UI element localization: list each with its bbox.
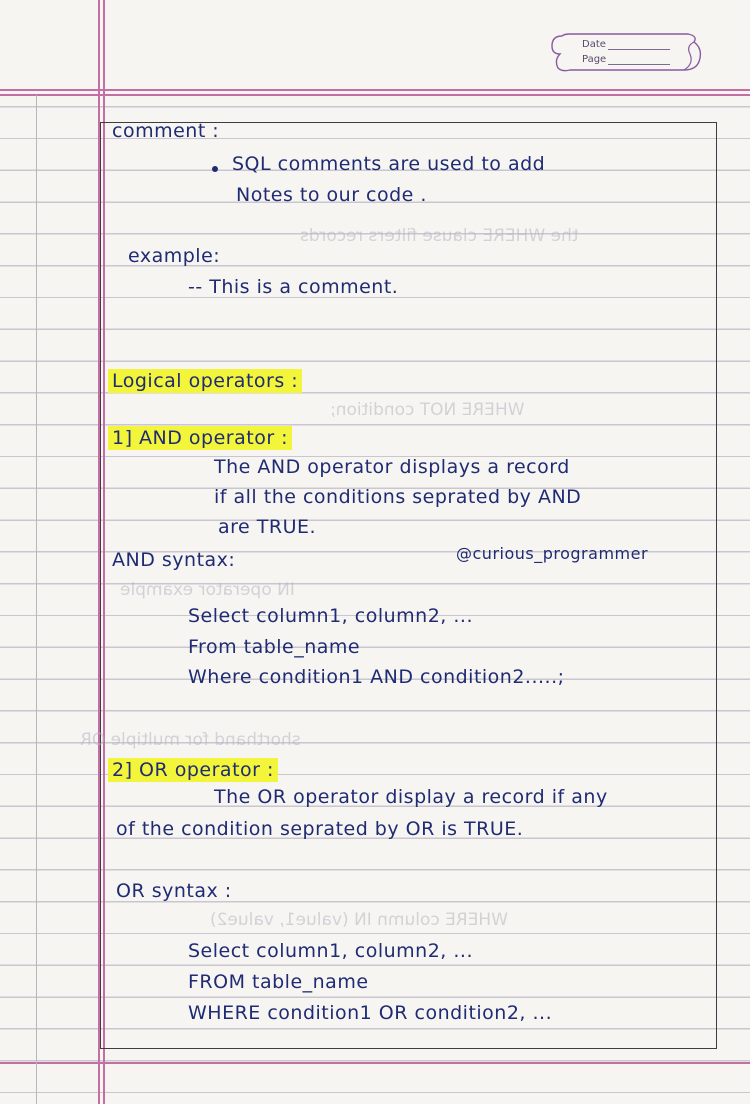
top-margin-rule [0,89,750,91]
date-line [608,49,670,50]
example-text: -- This is a comment. [188,276,399,298]
or-syntax-line2: FROM table_name [188,971,369,993]
bullet-point [212,166,218,172]
or-syntax-line1: Select column1, column2, ... [188,940,473,962]
or-description-line2: of the condition seprated by OR is TRUE. [116,818,524,840]
page-line [608,64,670,65]
bleed-through-text: shorthand for multiple OR [80,730,301,750]
author-handle: @curious_programmer [456,544,649,563]
date-label: Date [582,39,606,50]
example-label: example: [128,245,221,267]
and-description-line3: are TRUE. [218,516,317,538]
bleed-through-text: WHERE column IN (value1, value2) [210,910,508,930]
or-operator-heading: 2] OR operator : [108,759,278,781]
and-syntax-line3: Where condition1 AND condition2.....; [188,666,565,688]
top-margin-rule-2 [0,94,750,96]
bleed-through-text: WHERE NOT condition; [330,400,525,420]
and-description-line2: if all the conditions seprated by AND [214,486,582,508]
or-description-line1: The OR operator display a record if any [214,786,608,808]
and-syntax-label: AND syntax: [112,549,236,571]
date-page-stamp [548,30,704,74]
page-label: Page [582,54,607,65]
and-syntax-line1: Select column1, column2, ... [188,605,473,627]
stamp-scroll-outline [548,30,704,74]
and-operator-heading: 1] AND operator : [108,427,292,449]
comment-heading: comment : [112,120,220,142]
and-syntax-line2: From table_name [188,636,361,658]
or-syntax-label: OR syntax : [116,880,232,902]
comment-text-line1: SQL comments are used to add [232,153,546,175]
bleed-through-text: IN operator example [120,580,295,600]
and-description-line1: The AND operator displays a record [214,456,570,478]
faint-margin-line [36,95,37,1104]
bottom-margin-rule [0,1062,750,1064]
comment-text-line2: Notes to our code . [236,184,427,206]
or-syntax-line3: WHERE condition1 OR condition2, ... [188,1002,553,1024]
logical-operators-heading: Logical operators : [108,370,302,392]
bleed-through-text: the WHERE clause filters records [300,226,579,246]
